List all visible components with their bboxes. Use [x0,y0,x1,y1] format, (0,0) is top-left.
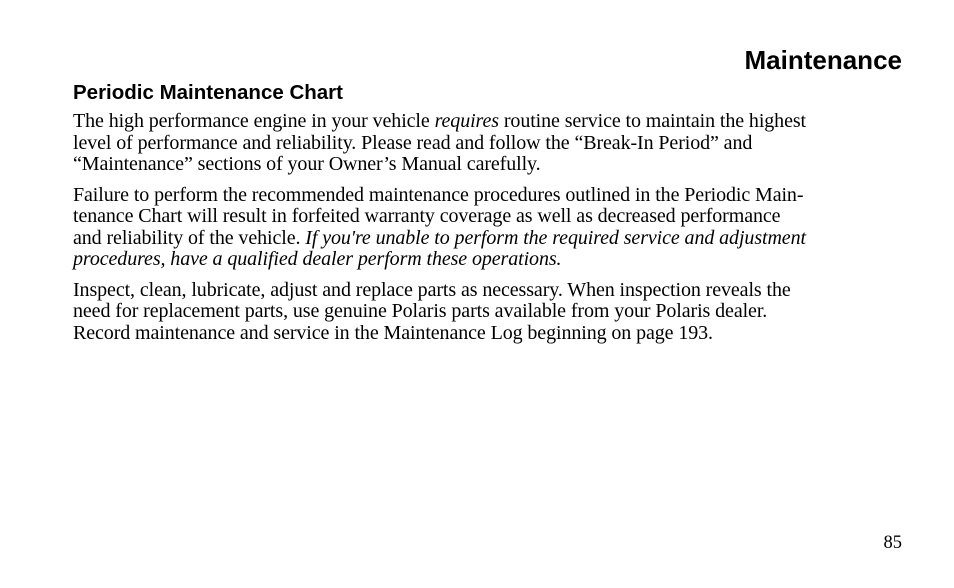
paragraph-intro [73,111,905,176]
emphasis-text: If you're unable to perform the required service and adjustment [305,226,806,249]
text-line: “Maintenance” sections of your Owner’s Manual carefully. [73,153,541,175]
subheading: Periodic Maintenance Chart [73,81,343,104]
section-title: Maintenance [744,45,902,75]
text-line: tenance Chart will result in forfeited warranty coverage as well as decreased performance [73,205,781,227]
emphasis-text: requires [434,110,499,132]
text-line: Inspect, clean, lubricate, adjust and replace parts as necessary. When inspection reveals the [73,278,791,301]
text-line: Record maintenance and service in the Maintenance Log beginning on page 193. [73,321,713,344]
page-number: 85 [883,533,902,553]
paragraph-inspection [73,280,905,345]
text-line [73,228,905,250]
text-line [73,111,905,133]
text-segment: The high performance engine in your vehicle [73,110,435,132]
text-line: need for replacement parts, use genuine Polaris parts available from your Polaris dealer. [73,300,768,322]
paragraph-warning [73,185,905,271]
text-line: Failure to perform the recommended maintenance procedures outlined in the Periodic Main- [73,183,804,206]
emphasis-text: procedures, have a qualified dealer perform these operations. [73,248,562,270]
page-content [73,78,905,344]
text-line: level of performance and reliability. Please read and follow the “Break-In Period” and [73,131,753,154]
text-segment: and reliability of the vehicle. [73,226,306,249]
text-segment: routine service to maintain the highest [498,110,806,132]
